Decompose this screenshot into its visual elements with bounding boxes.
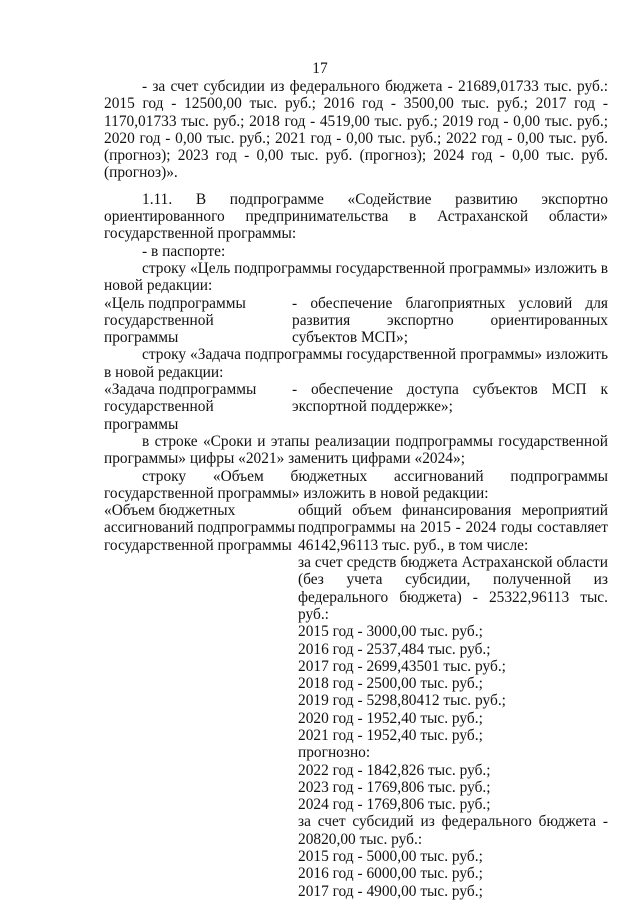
paragraph-federal-subsidy: - за счет субсидии из федерального бюджета - 21689,01733 тыс. руб.: 2015 год - 12500,00 тыс. руб.; 2016 год - 3500,00 тыс. руб.; 2017 год - 1170,01733 тыс. руб.; 2018 год - 4519,00 тыс. руб.; 2019 год - 0,00 тыс. руб.; 2020 год - 0,00 тыс. руб.; 2021 год - 0,00 тыс. руб.; 2022 год - 0,00 тыс. руб. (прогноз); 2023 год - 0,00 тыс. руб. (прогноз); 2024 год - 0,00 тыс. руб. (прогноз)».	[104, 78, 608, 182]
budget-year-line: 2023 год - 1769,806 тыс. руб.;	[298, 778, 491, 796]
paragraph-passport: - в паспорте:	[142, 242, 226, 260]
paragraph-budget-line: строку «Объем бюджетных ассигнований подпрограммы государственной программы» изложить в новой редакции:	[104, 467, 608, 502]
task-row-label: «Задача подпрограммы государственной программы	[104, 381, 257, 433]
budget-year-line: 2019 год - 5298,80412 тыс. руб.;	[298, 692, 506, 710]
budget-year-line: 2016 год - 2537,484 тыс. руб.;	[298, 640, 491, 658]
goal-table-row	[104, 295, 608, 347]
page-number: 17	[312, 60, 328, 77]
budget-year-line: 2018 год - 2500,00 тыс. руб.;	[298, 675, 483, 693]
budget-year-line: 2017 год - 4900,00 тыс. руб.;	[298, 882, 483, 900]
budget-year-line: 2015 год - 5000,00 тыс. руб.;	[298, 848, 483, 866]
budget-total: общий объем финансирования мероприятий подпрограммы на 2015 - 2024 годы составляет 46142,96113 тыс. руб., в том числе:	[298, 502, 608, 554]
budget-table-row	[104, 502, 608, 900]
budget-year-line: 2015 год - 3000,00 тыс. руб.;	[298, 623, 483, 641]
paragraph-item-1-11: 1.11. В подпрограмме «Содействие развитию экспортно ориентированного предпринимательства в Астраханской области» государственной программы:	[104, 190, 608, 243]
budget-year-line: 2022 год - 1842,826 тыс. руб.;	[298, 761, 491, 779]
budget-year-line: 2016 год - 6000,00 тыс. руб.;	[298, 865, 483, 883]
task-table-row	[104, 381, 608, 433]
budget-regional: за счет средств бюджета Астраханской области (без учета субсидии, полученной из федерального бюджета) - 25322,96113 тыс. руб.:	[298, 554, 608, 623]
budget-row-value	[298, 502, 608, 900]
budget-year-line: 2017 год - 2699,43501 тыс. руб.;	[298, 657, 506, 675]
goal-row-label: «Цель подпрограммы государственной программы	[104, 294, 246, 347]
document-body	[104, 78, 608, 900]
goal-row-value: - обеспечение благоприятных условий для развития экспортно ориентированных субъектов МСП»;	[292, 294, 608, 347]
paragraph-task-line: строку «Задача подпрограммы государственной программы» изложить в новой редакции:	[104, 346, 608, 381]
budget-row-label: «Объем бюджетных ассигнований подпрограммы государственной программы	[104, 502, 296, 554]
budget-year-line: 2021 год - 1952,40 тыс. руб.;	[298, 726, 483, 744]
budget-federal: за счет субсидий из федерального бюджета - 20820,00 тыс. руб.:	[298, 813, 608, 848]
paragraph-goal-line: строку «Цель подпрограммы государственной программы» изложить в новой редакции:	[104, 259, 608, 295]
budget-year-line: 2020 год - 1952,40 тыс. руб.;	[298, 709, 483, 727]
forecast-label: прогнозно:	[298, 744, 371, 762]
paragraph-terms-line: в строке «Сроки и этапы реализации подпрограммы государственной программы» цифры «2021» заменить цифрами «2024»;	[104, 432, 608, 468]
task-row-value: - обеспечение доступа субъектов МСП к экспортной поддержке»;	[292, 381, 608, 416]
budget-year-line: 2024 год - 1769,806 тыс. руб.;	[298, 796, 491, 814]
